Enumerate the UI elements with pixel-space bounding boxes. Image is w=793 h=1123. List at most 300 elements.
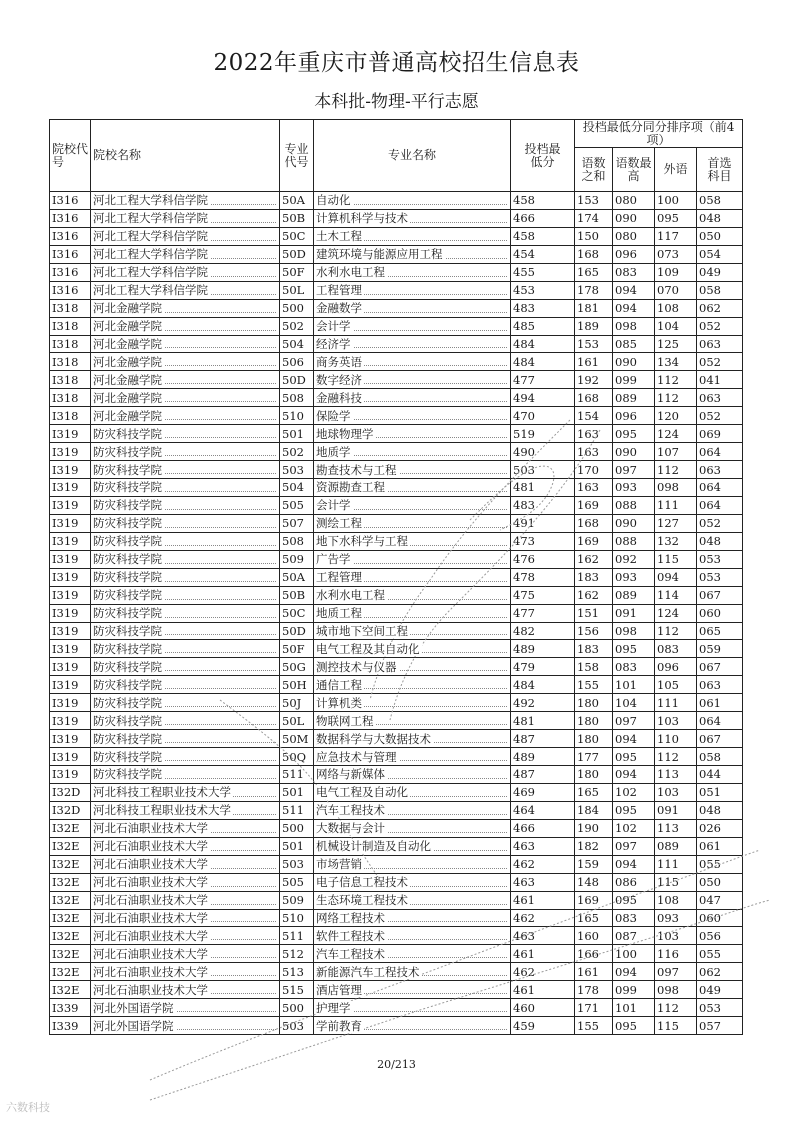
cell-first-subject: 052 [697,514,743,532]
cell-major-code: 509 [280,550,314,568]
cell-school-code: I319 [50,514,91,532]
cell-school-name: 河北工程大学科信学院 [91,263,280,281]
cell-sum-chinese-math: 156 [575,622,613,640]
cell-major-code: 504 [280,335,314,353]
cell-max-chinese-math: 083 [613,263,655,281]
cell-school-name: 河北石油职业技术大学 [91,945,280,963]
cell-major-code: 50B [280,209,314,227]
cell-major-name: 汽车工程技术 [314,945,511,963]
cell-min-score: 453 [511,281,575,299]
cell-school-name: 河北金融学院 [91,389,280,407]
table-row [50,586,743,604]
cell-major-name: 勘查技术与工程 [314,461,511,479]
cell-foreign-language: 103 [655,783,697,801]
cell-major-name: 护理学 [314,999,511,1017]
cell-major-code: 50Q [280,748,314,766]
cell-sum-chinese-math: 161 [575,353,613,371]
table-row [50,622,743,640]
cell-max-chinese-math: 094 [613,855,655,873]
cell-major-code: 502 [280,443,314,461]
cell-school-code: I319 [50,550,91,568]
cell-school-code: I32E [50,819,91,837]
cell-min-score: 470 [511,407,575,425]
cell-school-name: 防灾科技学院 [91,568,280,586]
cell-sum-chinese-math: 151 [575,604,613,622]
cell-major-code: 510 [280,407,314,425]
page-number: 20/213 [377,1058,416,1071]
cell-major-name: 计算机类 [314,694,511,712]
table-row [50,371,743,389]
cell-sum-chinese-math: 178 [575,281,613,299]
cell-major-code: 506 [280,353,314,371]
table-row [50,927,743,945]
cell-school-code: I319 [50,479,91,497]
cell-min-score: 460 [511,999,575,1017]
cell-foreign-language: 104 [655,317,697,335]
cell-school-name: 河北石油职业技术大学 [91,855,280,873]
cell-foreign-language: 100 [655,192,697,210]
cell-min-score: 484 [511,353,575,371]
cell-school-name: 河北工程大学科信学院 [91,281,280,299]
cell-school-name: 河北石油职业技术大学 [91,981,280,999]
cell-major-name: 电气工程及自动化 [314,783,511,801]
table-row [50,425,743,443]
cell-first-subject: 053 [697,568,743,586]
cell-sum-chinese-math: 189 [575,317,613,335]
table-row [50,766,743,784]
cell-major-name: 通信工程 [314,676,511,694]
cell-first-subject: 062 [697,299,743,317]
cell-major-name: 酒店管理 [314,981,511,999]
header-tie-group: 投档最低分同分排序项（前4项） [575,120,743,148]
cell-first-subject: 055 [697,945,743,963]
cell-foreign-language: 093 [655,909,697,927]
cell-major-name: 汽车工程技术 [314,801,511,819]
cell-major-name: 广告学 [314,550,511,568]
cell-school-code: I316 [50,192,91,210]
cell-major-code: 503 [280,1017,314,1035]
cell-min-score: 494 [511,389,575,407]
cell-max-chinese-math: 093 [613,479,655,497]
cell-max-chinese-math: 104 [613,694,655,712]
header-first-subject: 首选科目 [697,148,743,192]
cell-max-chinese-math: 095 [613,1017,655,1035]
table-row [50,568,743,586]
table-row [50,550,743,568]
cell-major-name: 物联网工程 [314,712,511,730]
cell-min-score: 464 [511,801,575,819]
cell-max-chinese-math: 095 [613,425,655,443]
cell-foreign-language: 103 [655,712,697,730]
cell-max-chinese-math: 097 [613,712,655,730]
cell-school-code: I319 [50,694,91,712]
header-min-score: 投档最低分 [511,120,575,192]
cell-sum-chinese-math: 178 [575,981,613,999]
cell-school-name: 防灾科技学院 [91,425,280,443]
cell-sum-chinese-math: 171 [575,999,613,1017]
cell-min-score: 466 [511,819,575,837]
cell-major-code: 500 [280,819,314,837]
cell-foreign-language: 112 [655,999,697,1017]
table-row [50,873,743,891]
cell-min-score: 461 [511,945,575,963]
cell-sum-chinese-math: 182 [575,837,613,855]
cell-sum-chinese-math: 174 [575,209,613,227]
cell-foreign-language: 112 [655,371,697,389]
cell-foreign-language: 124 [655,425,697,443]
cell-sum-chinese-math: 154 [575,407,613,425]
cell-foreign-language: 112 [655,461,697,479]
cell-max-chinese-math: 095 [613,640,655,658]
cell-max-chinese-math: 099 [613,981,655,999]
cell-school-name: 河北工程大学科信学院 [91,192,280,210]
cell-major-code: 515 [280,981,314,999]
cell-school-code: I319 [50,496,91,514]
cell-major-name: 数据科学与大数据技术 [314,730,511,748]
table-row [50,1017,743,1035]
cell-foreign-language: 120 [655,407,697,425]
cell-major-name: 工程管理 [314,568,511,586]
table-row [50,801,743,819]
cell-major-code: 501 [280,425,314,443]
cell-sum-chinese-math: 159 [575,855,613,873]
cell-school-name: 防灾科技学院 [91,712,280,730]
cell-max-chinese-math: 101 [613,676,655,694]
cell-first-subject: 049 [697,263,743,281]
cell-sum-chinese-math: 162 [575,586,613,604]
cell-school-name: 防灾科技学院 [91,748,280,766]
cell-first-subject: 051 [697,783,743,801]
table-row [50,192,743,210]
cell-min-score: 463 [511,873,575,891]
table-row [50,317,743,335]
cell-major-code: 50M [280,730,314,748]
cell-max-chinese-math: 086 [613,873,655,891]
cell-school-code: I339 [50,1017,91,1035]
cell-major-name: 应急技术与管理 [314,748,511,766]
table-row [50,389,743,407]
cell-major-code: 511 [280,766,314,784]
cell-sum-chinese-math: 184 [575,801,613,819]
cell-foreign-language: 110 [655,730,697,748]
cell-foreign-language: 116 [655,945,697,963]
table-row [50,479,743,497]
cell-school-code: I318 [50,299,91,317]
cell-sum-chinese-math: 169 [575,532,613,550]
cell-max-chinese-math: 096 [613,407,655,425]
header-school-code: 院校代号 [50,120,91,192]
cell-max-chinese-math: 087 [613,927,655,945]
cell-school-code: I32E [50,981,91,999]
cell-school-name: 河北石油职业技术大学 [91,927,280,945]
table-row [50,855,743,873]
cell-sum-chinese-math: 150 [575,227,613,245]
cell-min-score: 485 [511,317,575,335]
cell-first-subject: 048 [697,801,743,819]
cell-school-code: I316 [50,209,91,227]
cell-sum-chinese-math: 153 [575,335,613,353]
cell-major-code: 505 [280,873,314,891]
cell-school-name: 河北科技工程职业技术大学 [91,783,280,801]
cell-sum-chinese-math: 160 [575,927,613,945]
cell-first-subject: 052 [697,353,743,371]
table-row [50,443,743,461]
cell-school-name: 防灾科技学院 [91,694,280,712]
table-row [50,227,743,245]
cell-first-subject: 055 [697,855,743,873]
cell-major-code: 50H [280,676,314,694]
cell-min-score: 490 [511,443,575,461]
cell-foreign-language: 127 [655,514,697,532]
cell-sum-chinese-math: 162 [575,550,613,568]
cell-major-code: 503 [280,855,314,873]
cell-foreign-language: 107 [655,443,697,461]
cell-sum-chinese-math: 158 [575,658,613,676]
cell-min-score: 469 [511,783,575,801]
cell-major-code: 500 [280,999,314,1017]
cell-min-score: 466 [511,209,575,227]
cell-foreign-language: 111 [655,855,697,873]
cell-min-score: 462 [511,855,575,873]
cell-major-code: 50A [280,568,314,586]
cell-major-name: 软件工程技术 [314,927,511,945]
cell-major-name: 网络与新媒体 [314,766,511,784]
cell-school-code: I319 [50,622,91,640]
cell-foreign-language: 125 [655,335,697,353]
cell-min-score: 482 [511,622,575,640]
cell-school-code: I316 [50,227,91,245]
cell-school-name: 河北石油职业技术大学 [91,909,280,927]
cell-major-name: 数字经济 [314,371,511,389]
cell-foreign-language: 108 [655,299,697,317]
table-row [50,963,743,981]
cell-major-code: 502 [280,317,314,335]
cell-sum-chinese-math: 166 [575,945,613,963]
cell-min-score: 489 [511,748,575,766]
cell-school-code: I32E [50,927,91,945]
cell-max-chinese-math: 089 [613,389,655,407]
cell-major-name: 大数据与会计 [314,819,511,837]
cell-school-name: 防灾科技学院 [91,461,280,479]
cell-max-chinese-math: 092 [613,550,655,568]
cell-max-chinese-math: 095 [613,891,655,909]
cell-school-code: I318 [50,407,91,425]
cell-school-name: 河北科技工程职业技术大学 [91,801,280,819]
cell-school-code: I32E [50,855,91,873]
cell-school-code: I32E [50,963,91,981]
cell-max-chinese-math: 097 [613,461,655,479]
cell-school-code: I32E [50,909,91,927]
cell-major-code: 504 [280,479,314,497]
cell-max-chinese-math: 090 [613,443,655,461]
cell-major-name: 电子信息工程技术 [314,873,511,891]
cell-max-chinese-math: 080 [613,192,655,210]
cell-min-score: 503 [511,461,575,479]
table-row [50,909,743,927]
cell-sum-chinese-math: 148 [575,873,613,891]
cell-school-code: I319 [50,676,91,694]
cell-first-subject: 047 [697,891,743,909]
cell-school-code: I319 [50,766,91,784]
cell-first-subject: 064 [697,712,743,730]
cell-foreign-language: 094 [655,568,697,586]
cell-major-name: 地下水科学与工程 [314,532,511,550]
cell-school-name: 河北工程大学科信学院 [91,209,280,227]
cell-school-name: 防灾科技学院 [91,676,280,694]
cell-school-code: I319 [50,658,91,676]
header-major-code: 专业代号 [280,120,314,192]
cell-school-code: I32E [50,837,91,855]
cell-school-code: I318 [50,371,91,389]
cell-school-name: 防灾科技学院 [91,730,280,748]
cell-major-name: 计算机科学与技术 [314,209,511,227]
cell-school-name: 河北金融学院 [91,335,280,353]
cell-foreign-language: 089 [655,837,697,855]
cell-foreign-language: 115 [655,1017,697,1035]
cell-major-code: 501 [280,783,314,801]
cell-min-score: 462 [511,963,575,981]
cell-major-code: 50L [280,281,314,299]
cell-major-code: 509 [280,891,314,909]
cell-school-code: I319 [50,532,91,550]
cell-first-subject: 050 [697,227,743,245]
cell-major-code: 50D [280,371,314,389]
cell-first-subject: 069 [697,425,743,443]
cell-min-score: 476 [511,550,575,568]
cell-sum-chinese-math: 165 [575,263,613,281]
cell-foreign-language: 115 [655,873,697,891]
cell-major-code: 50B [280,586,314,604]
cell-first-subject: 060 [697,604,743,622]
cell-min-score: 461 [511,891,575,909]
cell-foreign-language: 096 [655,658,697,676]
header-foreign-language: 外语 [655,148,697,192]
cell-foreign-language: 132 [655,532,697,550]
cell-max-chinese-math: 089 [613,586,655,604]
header-max-chinese-math: 语数最高 [613,148,655,192]
cell-first-subject: 063 [697,389,743,407]
cell-first-subject: 026 [697,819,743,837]
cell-school-code: I32E [50,873,91,891]
cell-first-subject: 050 [697,873,743,891]
cell-school-name: 防灾科技学院 [91,766,280,784]
cell-major-code: 507 [280,514,314,532]
cell-min-score: 483 [511,496,575,514]
cell-school-name: 河北金融学院 [91,299,280,317]
cell-school-code: I319 [50,461,91,479]
cell-major-code: 503 [280,461,314,479]
cell-foreign-language: 095 [655,209,697,227]
cell-sum-chinese-math: 168 [575,514,613,532]
cell-major-name: 会计学 [314,496,511,514]
table-row [50,748,743,766]
cell-major-code: 50J [280,694,314,712]
cell-foreign-language: 105 [655,676,697,694]
cell-sum-chinese-math: 163 [575,443,613,461]
cell-min-score: 458 [511,227,575,245]
cell-major-name: 地质工程 [314,604,511,622]
cell-school-name: 河北外国语学院 [91,1017,280,1035]
table-row [50,604,743,622]
cell-major-code: 505 [280,496,314,514]
page-title: 2022年重庆市普通高校招生信息表 [213,50,580,76]
cell-max-chinese-math: 083 [613,909,655,927]
cell-first-subject: 054 [697,245,743,263]
cell-school-code: I318 [50,317,91,335]
cell-max-chinese-math: 098 [613,317,655,335]
cell-major-name: 自动化 [314,192,511,210]
cell-first-subject: 063 [697,676,743,694]
table-row [50,209,743,227]
cell-min-score: 459 [511,1017,575,1035]
cell-school-code: I318 [50,389,91,407]
cell-foreign-language: 112 [655,748,697,766]
cell-min-score: 484 [511,676,575,694]
cell-max-chinese-math: 085 [613,335,655,353]
table-row [50,263,743,281]
cell-major-code: 50L [280,712,314,730]
table-row [50,694,743,712]
cell-max-chinese-math: 091 [613,604,655,622]
cell-first-subject: 058 [697,192,743,210]
cell-major-name: 会计学 [314,317,511,335]
table-row [50,658,743,676]
cell-school-name: 河北石油职业技术大学 [91,891,280,909]
cell-foreign-language: 111 [655,694,697,712]
cell-major-name: 水利水电工程 [314,263,511,281]
cell-major-code: 50D [280,245,314,263]
cell-foreign-language: 115 [655,550,697,568]
cell-min-score: 454 [511,245,575,263]
cell-school-code: I316 [50,281,91,299]
cell-sum-chinese-math: 165 [575,909,613,927]
cell-major-name: 生态环境工程技术 [314,891,511,909]
header-major-name: 专业名称 [314,120,511,192]
cell-school-code: I32D [50,801,91,819]
cell-school-code: I319 [50,748,91,766]
cell-major-name: 市场营销 [314,855,511,873]
cell-school-name: 防灾科技学院 [91,586,280,604]
cell-max-chinese-math: 098 [613,622,655,640]
cell-max-chinese-math: 080 [613,227,655,245]
cell-min-score: 462 [511,909,575,927]
cell-max-chinese-math: 083 [613,658,655,676]
cell-sum-chinese-math: 177 [575,748,613,766]
table-body [50,192,743,1035]
cell-school-code: I316 [50,245,91,263]
cell-foreign-language: 103 [655,927,697,945]
table-row [50,640,743,658]
cell-max-chinese-math: 102 [613,819,655,837]
table-row [50,245,743,263]
cell-major-name: 学前教育 [314,1017,511,1035]
cell-max-chinese-math: 095 [613,748,655,766]
table-row [50,981,743,999]
cell-major-code: 508 [280,389,314,407]
cell-foreign-language: 070 [655,281,697,299]
cell-major-name: 网络工程技术 [314,909,511,927]
cell-foreign-language: 091 [655,801,697,819]
cell-min-score: 455 [511,263,575,281]
header-school-name: 院校名称 [91,120,280,192]
cell-max-chinese-math: 090 [613,514,655,532]
table-row [50,299,743,317]
cell-school-code: I319 [50,712,91,730]
cell-sum-chinese-math: 155 [575,1017,613,1035]
watermark-logo: 六数科技 [6,1101,50,1114]
cell-school-name: 防灾科技学院 [91,640,280,658]
cell-school-code: I318 [50,335,91,353]
